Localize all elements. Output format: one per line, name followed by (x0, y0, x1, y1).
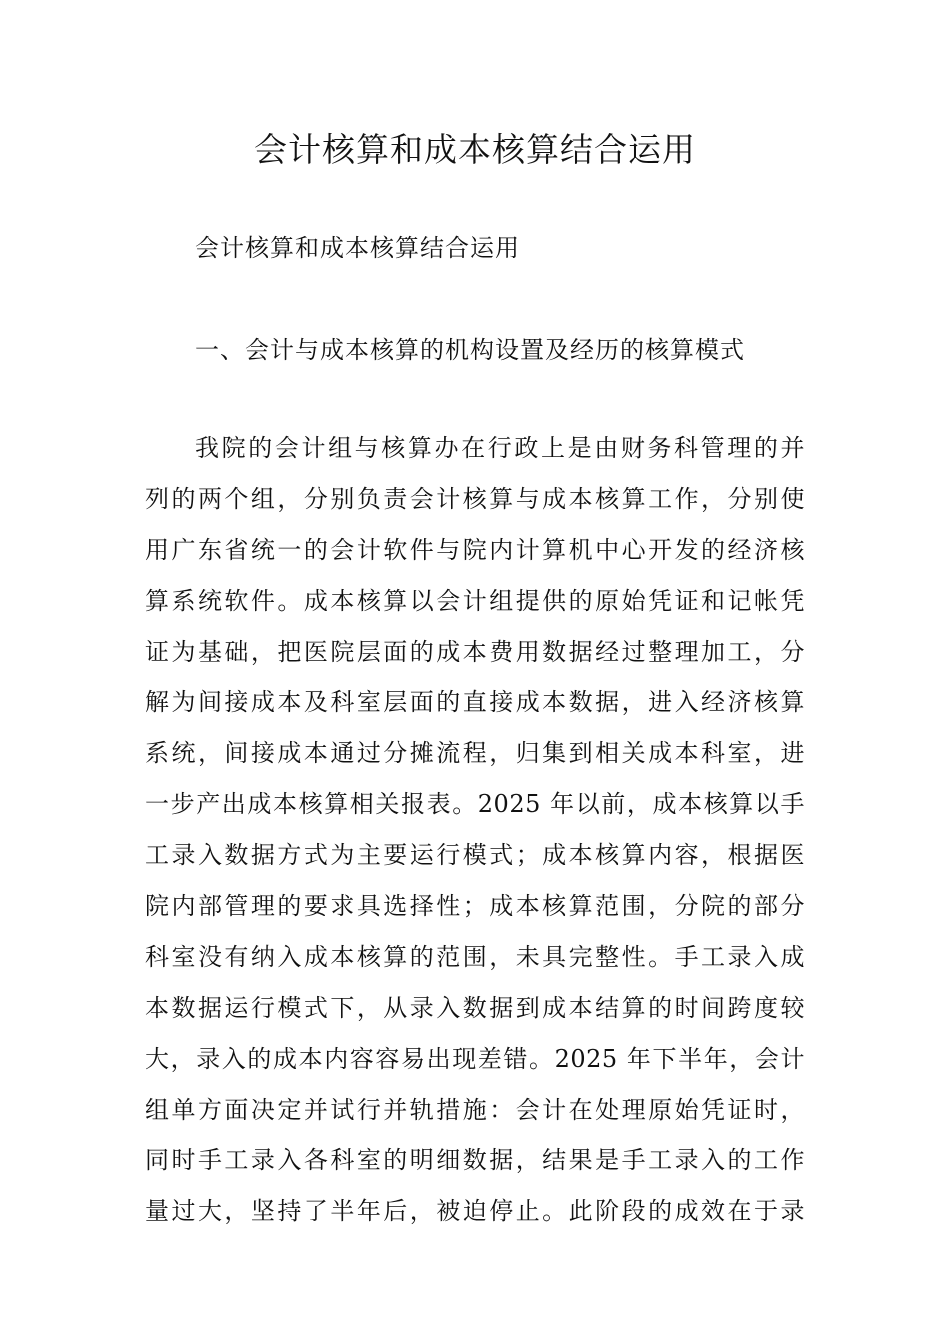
paragraph-line: 同时手工录入各科室的明细数据，结果是手工录入的工作 (145, 1146, 805, 1175)
paragraph-line: 证为基础，把医院层面的成本费用数据经过整理加工，分 (145, 637, 805, 666)
document-subtitle: 会计核算和成本核算结合运用 (195, 234, 520, 262)
paragraph-line: 算系统软件。成本核算以会计组提供的原始凭证和记帐凭 (145, 586, 805, 615)
paragraph-line: 系统，间接成本通过分摊流程，归集到相关成本科室，进 (145, 739, 805, 768)
paragraph-line: 我院的会计组与核算办在行政上是由财务科管理的并 (195, 434, 805, 462)
paragraph-line: 大，录入的成本内容容易出现差错。2025 年下半年，会计 (145, 1044, 805, 1073)
paragraph-line: 列的两个组，分别负责会计核算与成本核算工作，分别使 (145, 484, 805, 513)
section-heading: 一、会计与成本核算的机构设置及经历的核算模式 (195, 336, 745, 364)
paragraph-line: 一步产出成本核算相关报表。2025 年以前，成本核算以手 (145, 790, 805, 819)
document-title: 会计核算和成本核算结合运用 (254, 130, 696, 169)
paragraph-line: 工录入数据方式为主要运行模式；成本核算内容，根据医 (145, 841, 805, 870)
paragraph-line: 科室没有纳入成本核算的范围，未具完整性。手工录入成 (145, 942, 805, 971)
paragraph-line: 本数据运行模式下，从录入数据到成本结算的时间跨度较 (145, 993, 805, 1022)
paragraph-line: 解为间接成本及科室层面的直接成本数据，进入经济核算 (145, 688, 805, 717)
paragraph-line: 院内部管理的要求具选择性；成本核算范围，分院的部分 (145, 892, 805, 921)
body-paragraph (145, 430, 805, 1244)
paragraph-line: 用广东省统一的会计软件与院内计算机中心开发的经济核 (145, 535, 805, 564)
paragraph-line: 组单方面决定并试行并轨措施：会计在处理原始凭证时， (145, 1095, 805, 1124)
paragraph-line: 量过大，坚持了半年后，被迫停止。此阶段的成效在于录 (145, 1197, 805, 1226)
